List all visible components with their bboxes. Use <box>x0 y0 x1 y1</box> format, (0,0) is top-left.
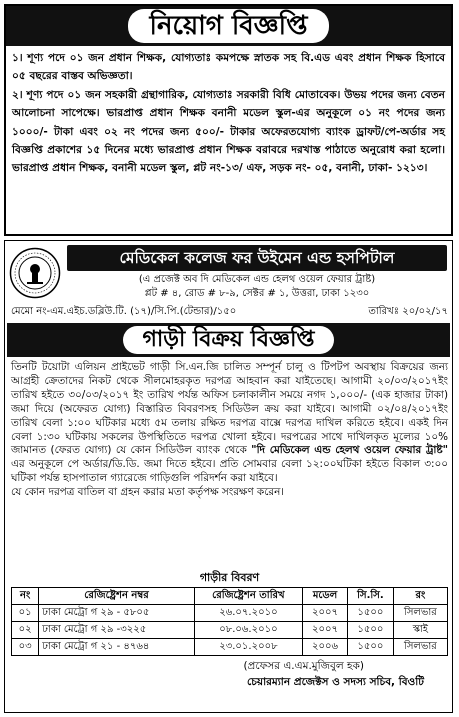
recruitment-title: নিয়োগ বিজ্ঞপ্তি <box>128 9 330 43</box>
car-table-title: গাড়ীর বিবরণ <box>199 571 260 584</box>
sale-title: গাড়ী বিক্রয় বিজ্ঞপ্তি <box>123 326 335 354</box>
car-table-header-row <box>12 588 448 605</box>
sale-header <box>7 323 450 357</box>
col-header-no: নং <box>12 588 39 605</box>
sale-body-reserve-note: যে কোন দরপত্র বাতিল বা গ্রহন করার মতা কর্তৃপক্ষ সংরক্ষণ করেন। <box>11 486 285 499</box>
col-header-cc: সি.সি. <box>348 588 394 605</box>
memo-date: তারিখঃ ২০/০২/১৭ <box>368 306 448 317</box>
sale-body-text-end: এর অনুকূলে পে অর্ডার/ডি.ডি. জমা দিতে হইবে। প্রতি সোমবার বেলা ১২:০০ঘটিকা হইতে বিকাল ৩:০০ ঘটিকা পর্যন্ত হাসপাতাল গ্যারেজে গাড়িগুলি পরিদর্শন করা যাইবে। <box>11 458 448 485</box>
cell-cc: ১৫০০ <box>348 605 394 622</box>
col-header-model: মডেল <box>303 588 348 605</box>
cell-no: ০১ <box>12 605 39 622</box>
cell-color: স্কাই <box>393 622 447 639</box>
cell-model: ২০০৬ <box>303 639 348 656</box>
recruitment-notice <box>4 4 453 236</box>
cell-reg-no: ঢাকা মেট্রো গ ২১ - ৪৭৬৪ <box>39 639 195 656</box>
recruitment-header <box>6 6 451 46</box>
cell-no: ০২ <box>12 622 39 639</box>
col-header-reg-date: রেজিষ্ট্রেশন তারিখ <box>194 588 302 605</box>
sale-body-paragraph <box>11 361 448 486</box>
table-row <box>12 622 448 639</box>
col-header-reg-no: রেজিষ্ট্রেশন নম্বর <box>39 588 195 605</box>
cell-model: ২০০৭ <box>303 622 348 639</box>
cell-cc: ১৫০০ <box>348 622 394 639</box>
organization-name: মেডিকেল কলেজ ফর উইমেন এন্ড হসপিটাল <box>67 245 447 271</box>
cell-cc: ১৫০০ <box>348 639 394 656</box>
cell-reg-date: ২৩.০১.২০০৮ <box>194 639 302 656</box>
recruitment-body <box>6 46 451 178</box>
organization-subtitle: (এ প্রজেক্ট অব দি মেডিকেল এন্ড হেলথ ওয়েল ফেয়ার ট্রাষ্ট) <box>138 274 376 285</box>
recruitment-para-1: ১। শূণ্য পদে ০১ জন প্রধান শিক্ষক, যোগ্যতাঃ কমপক্ষে স্নাতক সহ বি.এড এবং প্রধান শিক্ষক হিসাবে ০৫ বছরের বাস্তব অভিজ্ঞতা। <box>12 52 445 83</box>
signer-name: (প্রফেসর এ.এম.মুজিবুল হক) <box>243 660 364 672</box>
table-row <box>12 639 448 656</box>
memo-row <box>11 305 448 319</box>
cell-color: সিলভার <box>393 605 447 622</box>
recruitment-para-2: ২। শূণ্য পদে ০১ জন সহকারী গ্রন্থাগারিক, যোগ্যতাঃ সরকারী বিধি মোতাবেক। উভয় পদের জন্য বেতন আলোচনা সাপেক্ষে। ভারপ্রাপ্ত প্রধান শিক্ষক বনানী মডেল স্কুল-এর অনুকূলে ০১ নং পদের জন্য ১০০০/- টাকা এবং ০২ নং পদের জন্য ৫০০/- টাকার অফেরতযোগ্য ব্যাংক ড্রাফট/পে-অর্ডার সহ বিজ্ঞপ্তি প্রকাশের ১৫ দিনের মধ্যে ভারপ্রাপ্ত প্রধান শিক্ষক বরাবরে দরখাস্ত পাঠাতে অনুরোধ করা হলো। ভারপ্রাপ্ত প্রধান শিক্ষক, বনানী মডেল স্কুল, প্লট নং-১৩/ এফ, সড়ক নং- ০৫, বনানী, ঢাকা- ১২১৩। <box>12 88 445 175</box>
cell-reg-date: ২৬.০৭.২০১০ <box>194 605 302 622</box>
cell-reg-no: ঢাকা মেট্রো গ ২৯ -৩২২৫ <box>39 622 195 639</box>
sale-body-text: তিনটি টয়োটা এলিয়ন প্রাইভেট গাড়ী সি.এন.জি চালিত সম্পূর্ন চালু ও টিপটপ অবস্থায় বিক্রয়ের জন্য আগ্রহী ক্রেতাদের নিকট থেকে সীলমোহরকৃত দরপত্র আহবান করা যাইতেছে। আগামী ২০/০৩/২০১৭ইং তারিখ হইতে ৩০/০৩/২০১৭ ইং তারিখ পর্যন্ত অফিস চলাকালীন সময়ে নগদ ১,০০০/- (এক হাজার টাকা) জমা দিয়ে (অফেরত যোগ্য) বিস্তারিত বিবরণসহ সিডিউল ক্রয় করা যাইবে। আগামী ০২/০৪/২০১৭ইং তারিখ বেলা ১:০০ ঘটিকার মধ্যে ৫ম তলায় রক্ষিত দরপত্র বাক্সে দরপত্র দাখিল করিতে হইবে। একই দিন বেলা ১:৩০ ঘটিকায় সকলের উপস্থিতিতে দরপত্র খোলা হইবে। দরপত্রের সাথে দাখিলকৃত মূল্যের ১০% জামানত (ফেরত যোগ্য) যে কোন সিডিউল ব্যাংক থেকে <box>11 361 449 457</box>
college-seal-logo <box>9 247 61 299</box>
car-sale-notice <box>4 240 453 713</box>
cell-no: ০৩ <box>12 639 39 656</box>
trust-name-bold: "দি মেডিকেল এন্ড হেলথ ওয়েল ফেয়ার ট্রাষ্ট" <box>251 444 448 457</box>
col-header-color: রং <box>393 588 447 605</box>
table-row <box>12 605 448 622</box>
cell-model: ২০০৭ <box>303 605 348 622</box>
organization-address: প্লট # ৪, রোড # ৮-৯, সেক্টর # ১, উত্তরা, ঢাকা ১২৩০ <box>144 288 370 299</box>
cell-color: সিলভার <box>393 639 447 656</box>
cell-reg-date: ০৮.০৬.২০১০ <box>194 622 302 639</box>
memo-number: মেমো নং-এম.এইচ.ডব্লিউ.টি. (১৭)/সি.পি.(টেন্ডার)/১৫০ <box>11 306 237 317</box>
signer-title: চেয়ারম্যান প্রজেক্টস ও সদস্য সচিব, বিওটি <box>246 676 424 688</box>
cell-reg-no: ঢাকা মেট্রো গ ২৯ - ৫৮০৫ <box>39 605 195 622</box>
car-table <box>11 587 448 656</box>
sale-body <box>11 361 448 500</box>
